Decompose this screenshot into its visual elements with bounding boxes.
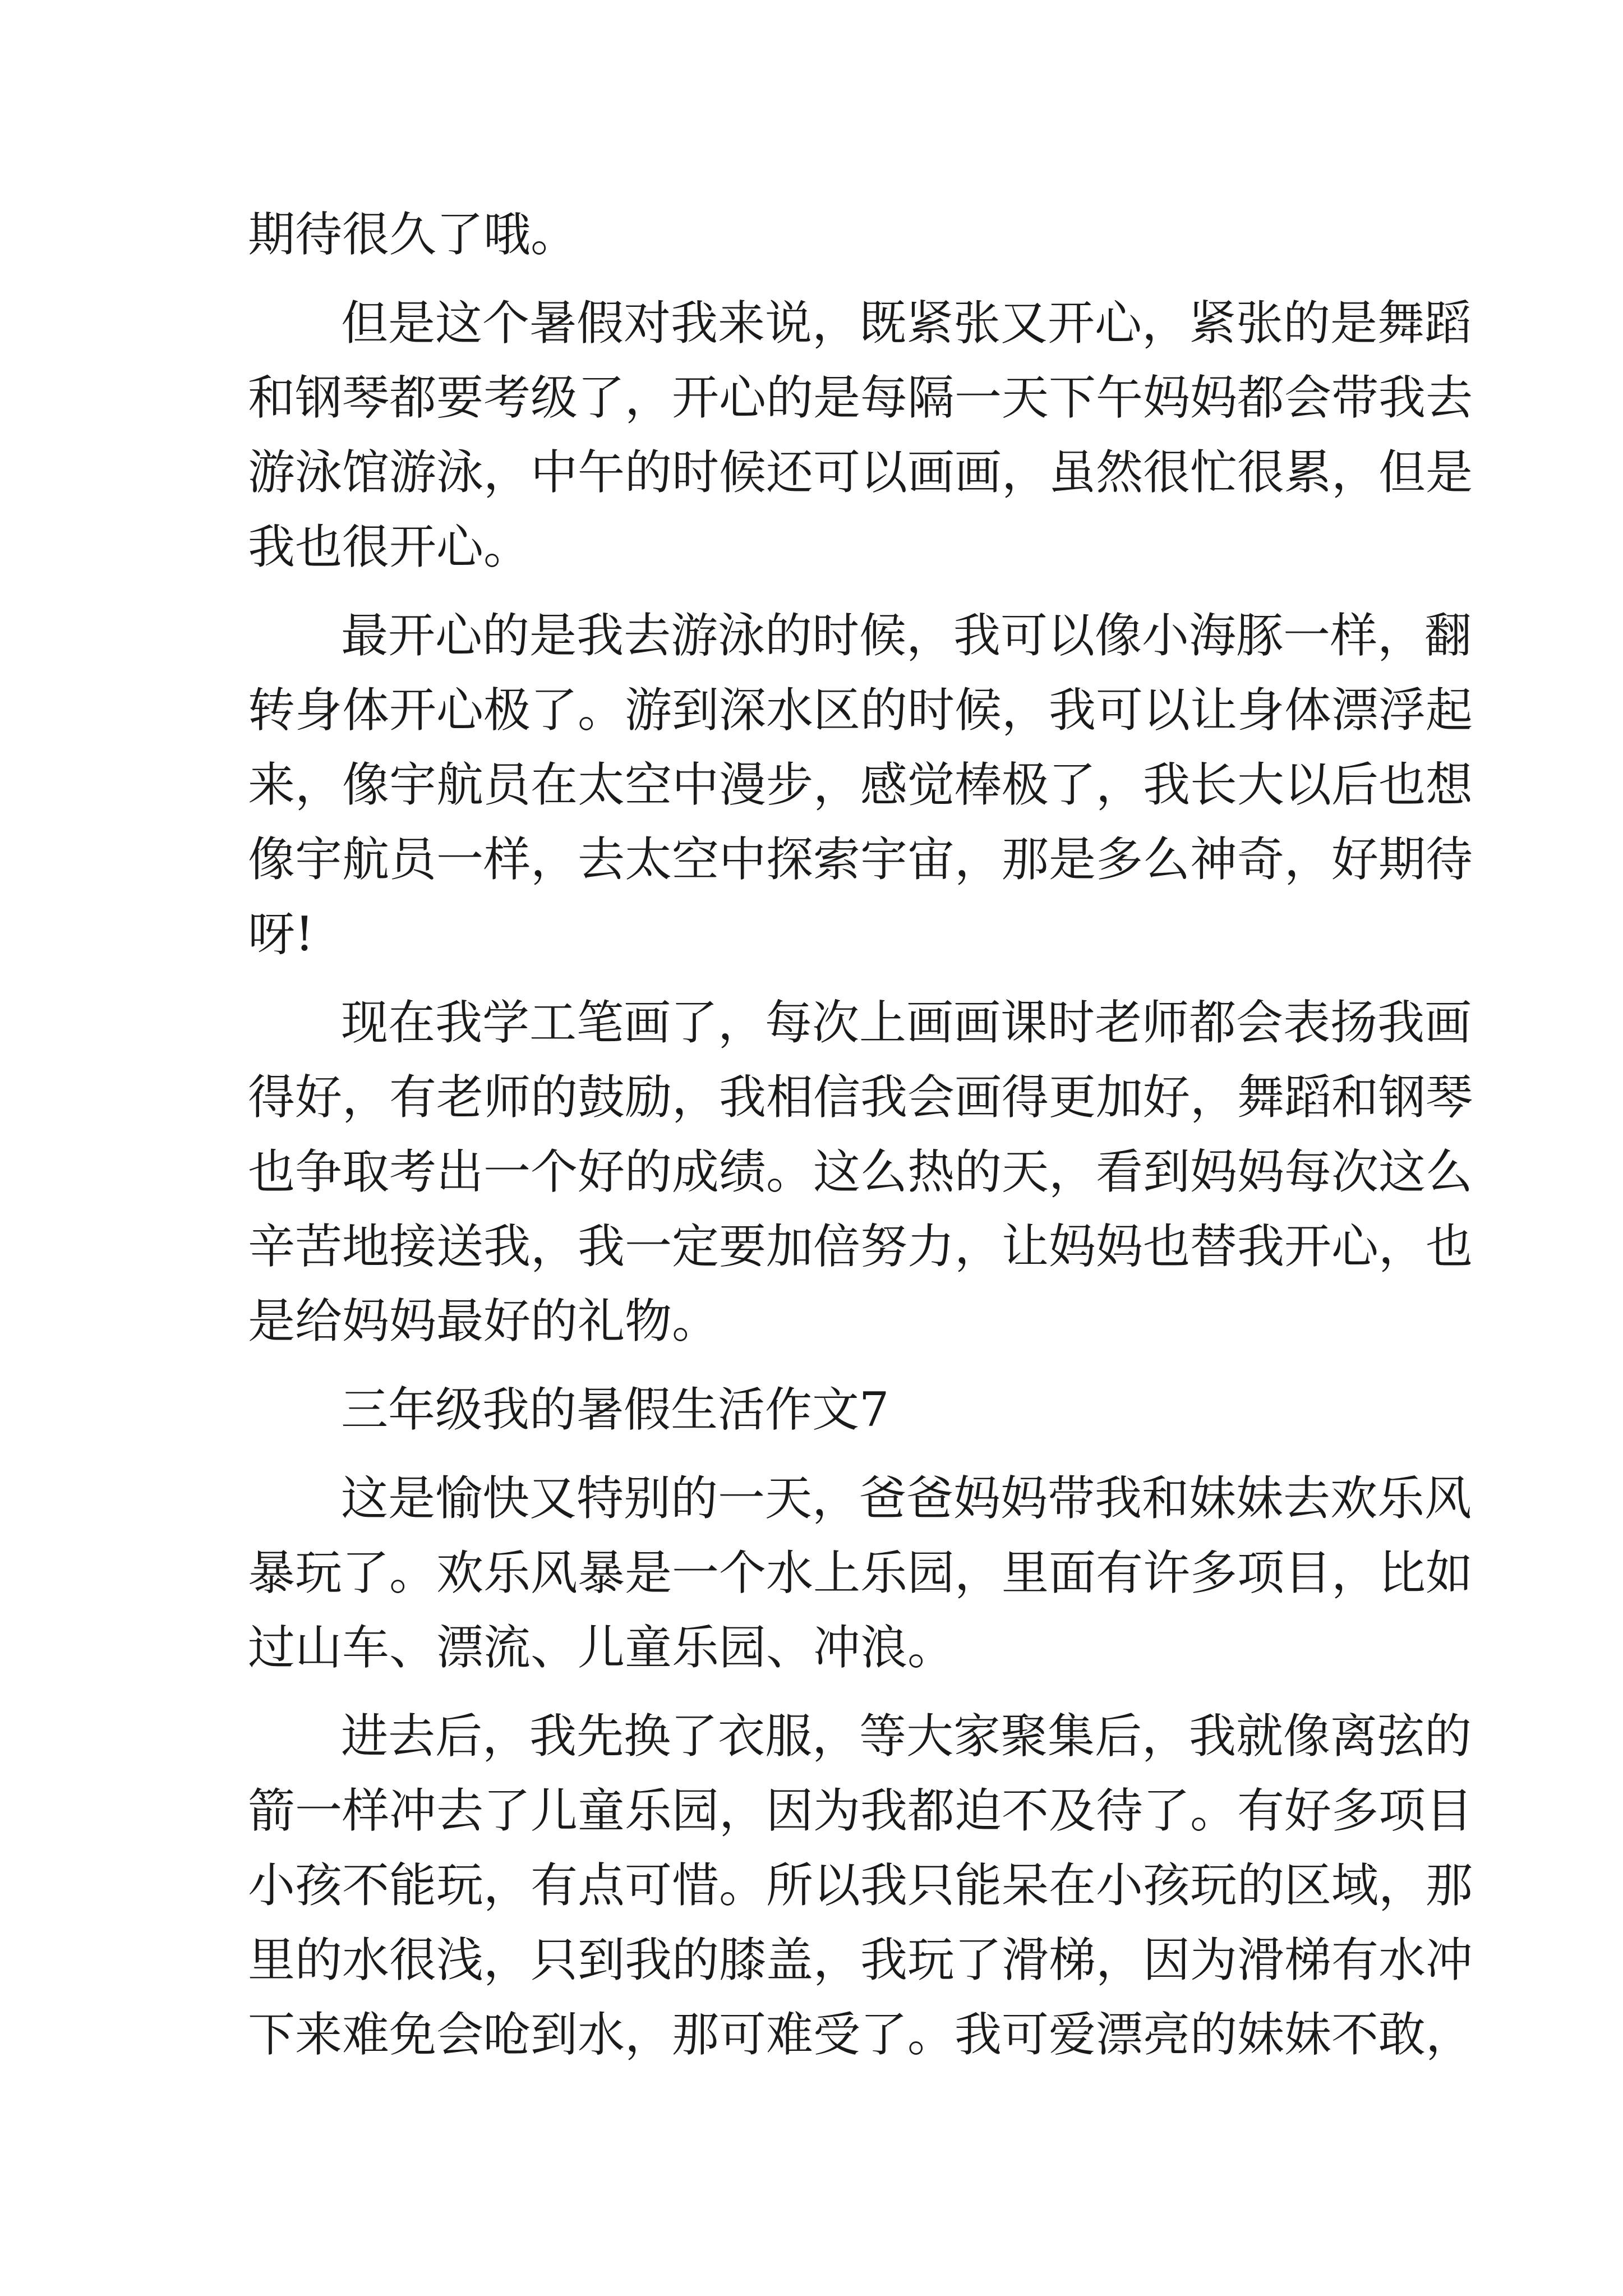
text-line: 期待很久了哦。 bbox=[248, 207, 578, 262]
text-line: 过山车、漂流、儿童乐园、冲浪。 bbox=[248, 1620, 955, 1675]
text-line: 得好，有老师的鼓励，我相信我会画得更加好，舞蹈和钢琴 bbox=[248, 1070, 1473, 1125]
text-line: 小孩不能玩，有点可惜。所以我只能呆在小孩玩的区域，那 bbox=[248, 1858, 1473, 1913]
text-line: 暴玩了。欢乐风暴是一个水上乐园，里面有许多项目，比如 bbox=[248, 1545, 1473, 1600]
text-line: 和钢琴都要考级了，开心的是每隔一天下午妈妈都会带我去 bbox=[248, 370, 1473, 425]
text-line: 箭一样冲去了儿童乐园，因为我都迫不及待了。有好多项目 bbox=[248, 1783, 1473, 1838]
text-line: 来，像宇航员在太空中漫步，感觉棒极了，我长大以后也想 bbox=[248, 757, 1473, 812]
paragraph-first-line: 最开心的是我去游泳的时候，我可以像小海豚一样，翻 bbox=[341, 608, 1472, 663]
text-line: 我也很开心。 bbox=[248, 519, 531, 574]
paragraph-first-line: 但是这个暑假对我来说，既紧张又开心，紧张的是舞蹈 bbox=[341, 296, 1472, 351]
text-line: 呀! bbox=[248, 907, 314, 961]
text-line: 转身体开心极了。游到深水区的时候，我可以让身体漂浮起 bbox=[248, 683, 1473, 738]
text-line: 游泳馆游泳，中午的时候还可以画画，虽然很忙很累，但是 bbox=[248, 445, 1473, 500]
text-line: 是给妈妈最好的礼物。 bbox=[248, 1294, 720, 1349]
section-heading: 三年级我的暑假生活作文7 bbox=[341, 1382, 889, 1437]
text-line: 里的水很浅，只到我的膝盖，我玩了滑梯，因为滑梯有水冲 bbox=[248, 1932, 1473, 1987]
paragraph-first-line: 进去后，我先换了衣服，等大家聚集后，我就像离弦的 bbox=[341, 1709, 1472, 1764]
text-line: 也争取考出一个好的成绩。这么热的天，看到妈妈每次这么 bbox=[248, 1144, 1473, 1199]
paragraph-first-line: 现在我学工笔画了，每次上画画课时老师都会表扬我画 bbox=[341, 995, 1472, 1050]
text-line: 下来难免会呛到水，那可难受了。我可爱漂亮的妹妹不敢， bbox=[248, 2007, 1473, 2062]
text-line: 像宇航员一样，去太空中探索宇宙，那是多么神奇，好期待 bbox=[248, 832, 1473, 887]
paragraph-first-line: 这是愉快又特别的一天，爸爸妈妈带我和妹妹去欢乐风 bbox=[341, 1471, 1472, 1526]
text-line: 辛苦地接送我，我一定要加倍努力，让妈妈也替我开心，也 bbox=[248, 1219, 1473, 1274]
